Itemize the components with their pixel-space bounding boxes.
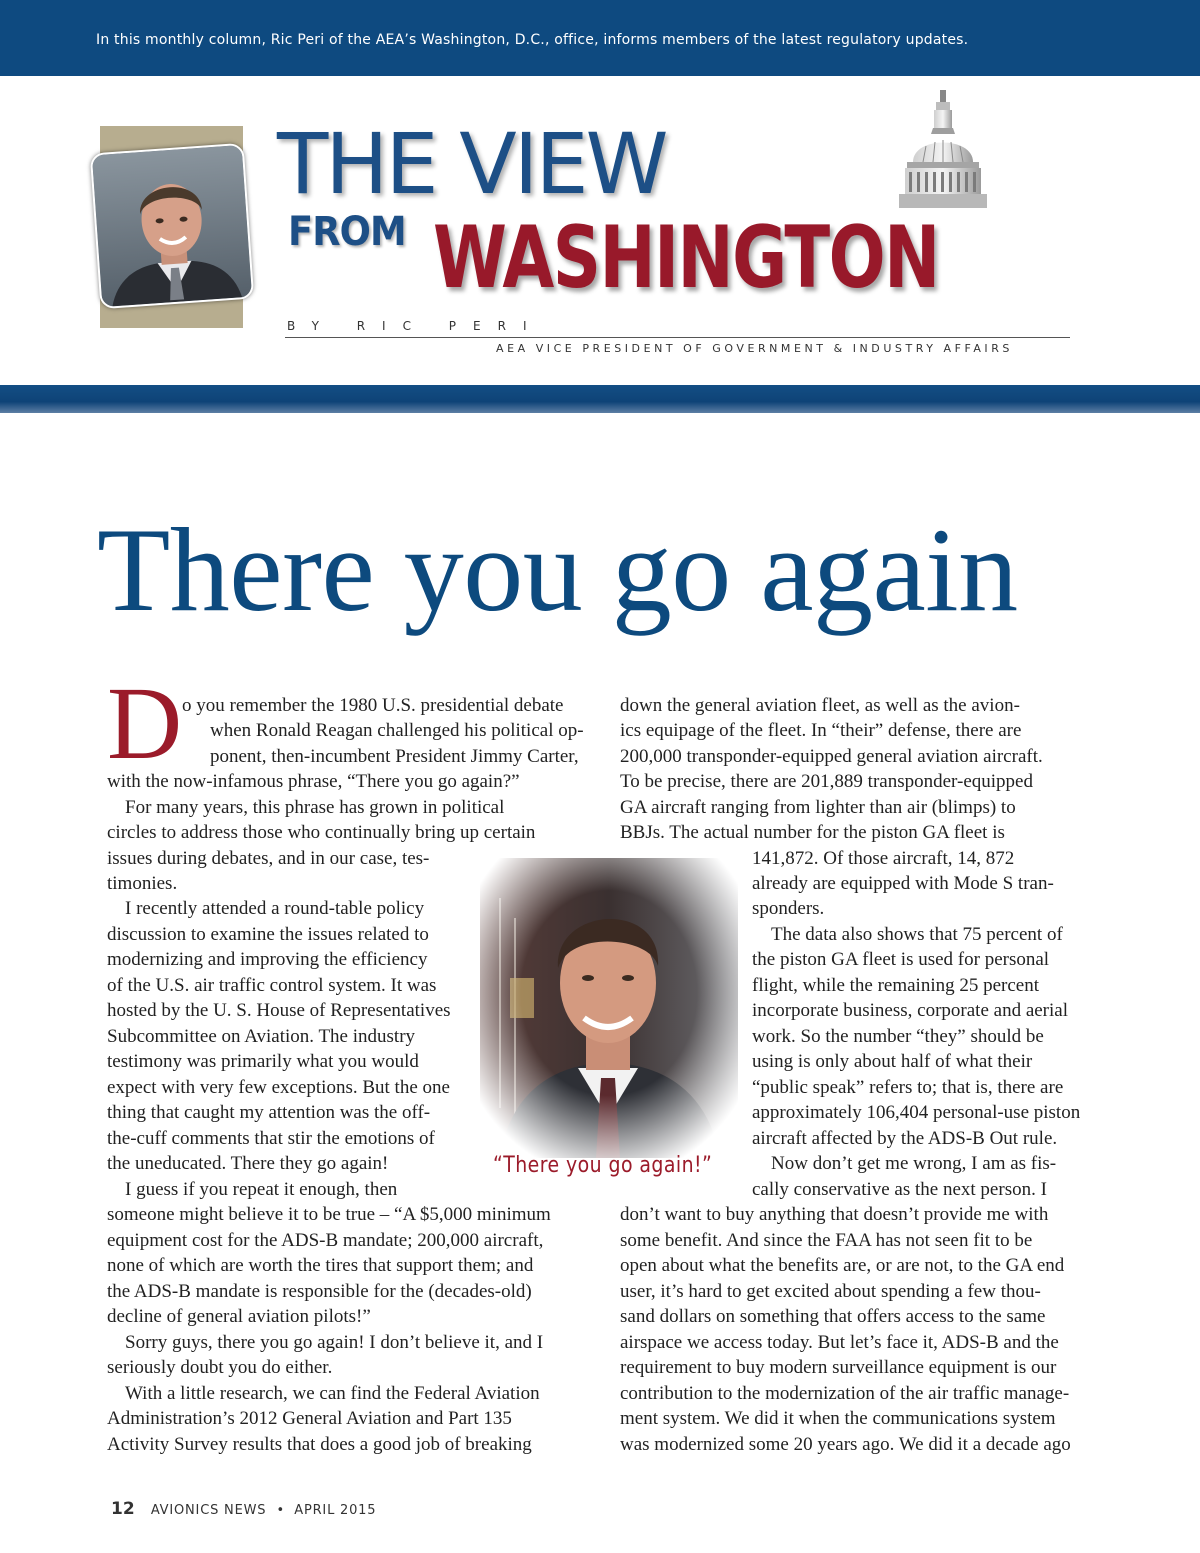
body-line: some benefit. And since the FAA has not seen fit to be: [620, 1230, 1033, 1251]
body-line: ponent, then-incumbent President Jimmy Carter,: [210, 746, 579, 767]
body-line: discussion to examine the issues related to: [107, 924, 429, 945]
body-line: hosted by the U. S. House of Representatives: [107, 1000, 451, 1021]
body-line: with the now-infamous phrase, “There you go again?”: [107, 771, 520, 792]
body-line: the-cuff comments that stir the emotions of: [107, 1128, 435, 1149]
body-line: With a little research, we can find the Federal Aviation: [125, 1383, 540, 1404]
body-line: BBJs. The actual number for the piston GA fleet is: [620, 822, 1005, 843]
body-line: the piston GA fleet is used for personal: [752, 949, 1050, 970]
body-line: the uneducated. There they go again!: [107, 1153, 389, 1174]
body-line: o you remember the 1980 U.S. presidential debate: [182, 695, 564, 716]
body-line: sponders.: [752, 898, 825, 919]
body-line: Activity Survey results that does a good job of breaking: [107, 1434, 532, 1455]
body-line: ics equipage of the fleet. In “their” defense, there are: [620, 720, 1022, 741]
body-line: cally conservative as the next person. I: [752, 1179, 1047, 1200]
body-line: I recently attended a round-table policy: [125, 898, 425, 919]
body-line: when Ronald Reagan challenged his political op-: [210, 720, 584, 741]
body-line: flight, while the remaining 25 percent: [752, 975, 1040, 996]
body-line: 141,872. Of those aircraft, 14, 872: [752, 848, 1015, 869]
column-intro: In this monthly column, Ric Peri of the AEA’s Washington, D.C., office, informs members of the latest regulatory updates.: [96, 32, 969, 48]
body-line: To be precise, there are 201,889 transponder-equipped: [620, 771, 1033, 792]
author-portrait-icon: [92, 145, 252, 307]
body-line: Now don’t get me wrong, I am as fis-: [771, 1153, 1057, 1174]
body-line: decline of general aviation pilots!”: [107, 1306, 371, 1327]
body-line: someone might believe it to be true – “A $5,000 minimum: [107, 1204, 551, 1225]
body-line: approximately 106,404 personal-use piston: [752, 1102, 1081, 1123]
body-line: circles to address those who continually bring up certain: [107, 822, 536, 843]
body-line: contribution to the modernization of the air traffic manage-: [620, 1383, 1070, 1404]
drop-cap: D: [107, 666, 183, 781]
body-line: of the U.S. air traffic control system. It was: [107, 975, 437, 996]
body-line: issues during debates, and in our case, tes-: [107, 848, 430, 869]
body-line: down the general aviation fleet, as well as the avion-: [620, 695, 1020, 716]
body-line: aircraft affected by the ADS-B Out rule.: [752, 1128, 1058, 1149]
column-title-washington: WASHINGTON: [433, 208, 939, 308]
body-line: Administration’s 2012 General Aviation and Part 135: [107, 1408, 512, 1429]
body-line: GA aircraft ranging from lighter than air (blimps) to: [620, 797, 1016, 818]
body-line: don’t want to buy anything that doesn’t provide me with: [620, 1204, 1049, 1225]
body-line: sand dollars on something that offers access to the same: [620, 1306, 1046, 1327]
body-line: testimony was primarily what you would: [107, 1051, 419, 1072]
body-line: modernizing and improving the efficiency: [107, 949, 428, 970]
body-line: thing that caught my attention was the off-: [107, 1102, 431, 1123]
body-line: was modernized some 20 years ago. We did it a decade ago: [620, 1434, 1071, 1455]
column-title-view: THE VIEW: [277, 115, 666, 213]
body-line: airspace we access today. But let’s face it, ADS-B and the: [620, 1332, 1059, 1353]
body-line: The data also shows that 75 percent of: [771, 924, 1063, 945]
body-line: already are equipped with Mode S tran-: [752, 873, 1054, 894]
article-headline: There you go again: [97, 503, 1018, 636]
body-line: ment system. We did it when the communications system: [620, 1408, 1056, 1429]
body-line: 200,000 transponder-equipped general aviation aircraft.: [620, 746, 1043, 767]
top-banner: [0, 0, 1200, 76]
body-line: “public speak” refers to; that is, there are: [752, 1077, 1064, 1098]
author-photo: [90, 143, 255, 309]
body-line: user, it’s hard to get excited about spending a few thou-: [620, 1281, 1041, 1302]
body-line: the ADS-B mandate is responsible for the (decades-old): [107, 1281, 532, 1302]
body-line: timonies.: [107, 873, 178, 894]
page-footer: [111, 1499, 376, 1519]
body-line: seriously doubt you do either.: [107, 1357, 333, 1378]
body-line: Subcommittee on Aviation. The industry: [107, 1026, 416, 1047]
body-line: equipment cost for the ADS-B mandate; 200,000 aircraft,: [107, 1230, 544, 1251]
byline: BY RIC PERI: [287, 319, 544, 333]
body-line: incorporate business, corporate and aerial: [752, 1000, 1069, 1021]
reagan-photo: [480, 858, 738, 1158]
body-line: I guess if you repeat it enough, then: [125, 1179, 398, 1200]
body-line: none of which are worth the tires that support them; and: [107, 1255, 534, 1276]
body-line: For many years, this phrase has grown in political: [125, 797, 505, 818]
body-line: expect with very few exceptions. But the one: [107, 1077, 450, 1098]
body-line: using is only about half of what their: [752, 1051, 1033, 1072]
body-line: open about what the benefits are, or are not, to the GA end: [620, 1255, 1065, 1276]
body-line: requirement to buy modern surveillance equipment is our: [620, 1357, 1057, 1378]
page-number: 12: [111, 1499, 135, 1519]
body-line: Sorry guys, there you go again! I don’t believe it, and I: [125, 1332, 544, 1353]
reagan-portrait-icon: [480, 858, 738, 1158]
byline-divider: [285, 337, 1070, 338]
author-role: AEA VICE PRESIDENT OF GOVERNMENT & INDUSTRY AFFAIRS: [496, 342, 1013, 355]
photo-caption: “There you go again!”: [493, 1153, 713, 1178]
issue-date: APRIL 2015: [294, 1503, 377, 1518]
body-line: work. So the number “they” should be: [752, 1026, 1044, 1047]
header-divider-band: [0, 385, 1200, 413]
publication-name: AVIONICS NEWS: [150, 1503, 267, 1518]
column-title-from: FROM: [288, 209, 406, 255]
capitol-dome-icon: [893, 88, 993, 218]
footer-separator: •: [276, 1503, 285, 1518]
